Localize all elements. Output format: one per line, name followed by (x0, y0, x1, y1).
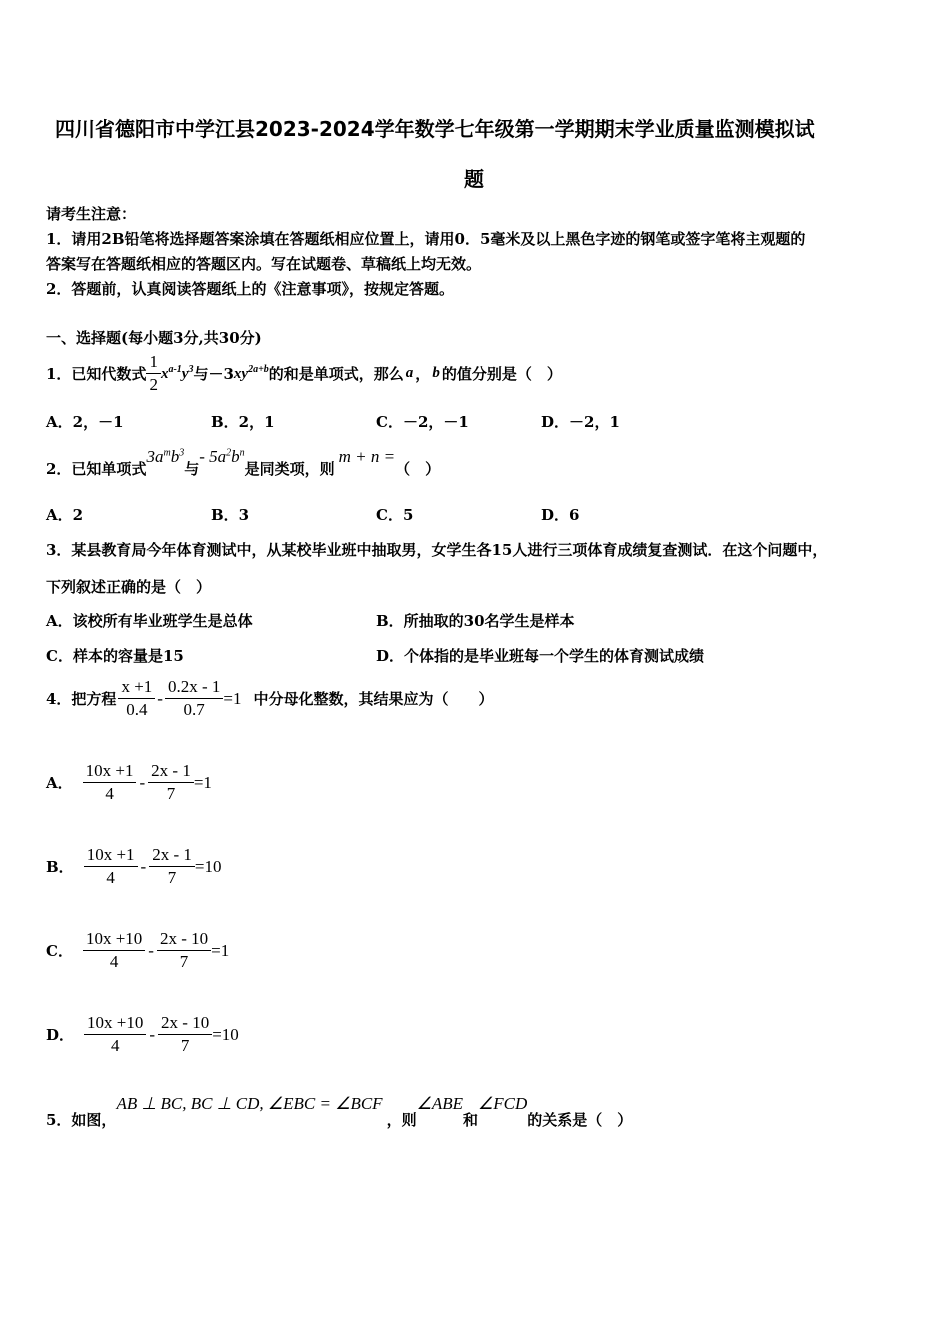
page-title: 四川省德阳市中学江县2023-2024学年数学七年级第一学期期末学业质量监测模拟试 (55, 117, 815, 141)
q2-mid: 与 (184, 460, 200, 478)
q4-minus: - (157, 688, 163, 708)
q1-term2: $xy^{2a+b}$ (233, 364, 269, 382)
section-heading: 一、选择题(每小题3分,共30分) (46, 329, 262, 347)
q3-option-a: A．该校所有毕业班学生是总体 (46, 612, 253, 630)
q5-prefix: 5．如图， (46, 1111, 117, 1129)
q5-suffix: 的关系是（ ） (527, 1111, 633, 1129)
q2-suffix: 是同类项，则 (244, 460, 335, 478)
question-4 (46, 676, 493, 721)
q1-fraction (146, 351, 161, 396)
question-3: 3．某县教育局今年体育测试中，从某校毕业班中抽取男，女学生各15人进行三项体育成绩复查测试．在这个问题中， (46, 541, 828, 559)
q3-option-b: B．所抽取的30名学生是样本 (376, 612, 575, 630)
q1-var-b: b (432, 365, 440, 381)
q5-condition: AB ⊥ BC, BC ⊥ CD, ∠EBC = ∠BCF (116, 1094, 383, 1113)
q4-option-c: C． $\frac{10x +10}{4}$ - $\frac{2x - 10}{7}$ =1 (46, 929, 230, 971)
q4-option-b: B． $\frac{10x +1}{4}$ - $\frac{2x - 1}{7}$ =10 (46, 845, 222, 887)
q2-option-a: A．2 (46, 506, 84, 524)
q4-eq: =1 (223, 688, 242, 708)
q1-suffix1: 的和是单项式，那么 (268, 365, 404, 383)
q1-frac-den: 2 (149, 375, 158, 394)
q1-suffix2: 的值分别是（ ） (441, 365, 562, 383)
q1-mid: 与－3 (193, 365, 234, 383)
q5-mid2: 和 (462, 1111, 478, 1129)
q4-fraction-2: $\frac{0.2x - 1}{0.7}$ (165, 676, 223, 721)
notice-heading: 请考生注意： (46, 205, 137, 223)
q4-option-d: D． $\frac{10x +10}{4}$ - $\frac{2x - 10}{7}$ =10 (46, 1013, 239, 1055)
question-5 (46, 1094, 632, 1130)
q4-prefix: 4．把方程 (46, 690, 117, 708)
q3-option-c: C．样本的容量是15 (46, 647, 184, 665)
q5-angle2: ∠FCD (478, 1094, 528, 1113)
q5-mid1: ，则 (386, 1111, 417, 1129)
q2-option-b: B．3 (211, 506, 250, 524)
q1-option-d: D．－2，1 (541, 413, 620, 431)
question-1 (46, 351, 562, 396)
page-title-continued: 题 (464, 167, 484, 191)
q2-term2: - $5a^2b^n$ (199, 447, 245, 466)
q4-fraction-1: $\frac{x +1}{0.4}$ (118, 676, 155, 721)
question-2 (46, 447, 440, 479)
q2-option-c: C．5 (376, 506, 414, 524)
notice-item-2: 2．答题前，认真阅读答题纸上的《注意事项》，按规定答题。 (46, 280, 454, 298)
notice-item-1-cont: 答案写在答题纸相应的答题区内。写在试题卷、草稿纸上均无效。 (46, 255, 482, 273)
q4-option-a: A． $\frac{10x +1}{4}$ - $\frac{2x - 1}{7}$ =1 (46, 761, 212, 803)
q2-tail: （ ） (395, 460, 441, 478)
q2-prefix: 2．已知单项式 (46, 460, 147, 478)
q2-expr: m + n = (338, 447, 396, 466)
question-3-cont: 下列叙述正确的是（ ） (46, 578, 212, 596)
q2-term1: $3a^mb^3$ (146, 447, 185, 466)
q1-prefix: 1．已知代数式 (46, 365, 147, 383)
q1-option-c: C．－2，－1 (376, 413, 469, 431)
q1-var-a: a (405, 365, 414, 381)
q1-term1: $x^{a-1}y^3$ (160, 364, 194, 382)
notice-item-1: 1．请用2B铅笔将选择题答案涂填在答题纸相应位置上，请用0．5毫米及以上黑色字迹的钢笔或签字笔将主观题的 (46, 230, 806, 248)
q5-angle1: ∠ABE (416, 1094, 463, 1113)
q3-option-d: D．个体指的是毕业班每一个学生的体育测试成绩 (376, 647, 705, 665)
q1-comma: ， (415, 365, 431, 383)
q1-frac-num: 1 (146, 351, 161, 374)
q4-suffix: 中分母化整数，其结果应为（ ） (253, 690, 494, 708)
q1-option-b: B．2，1 (211, 413, 275, 431)
q2-option-d: D．6 (541, 506, 580, 524)
q1-option-a: A．2，－1 (46, 413, 124, 431)
